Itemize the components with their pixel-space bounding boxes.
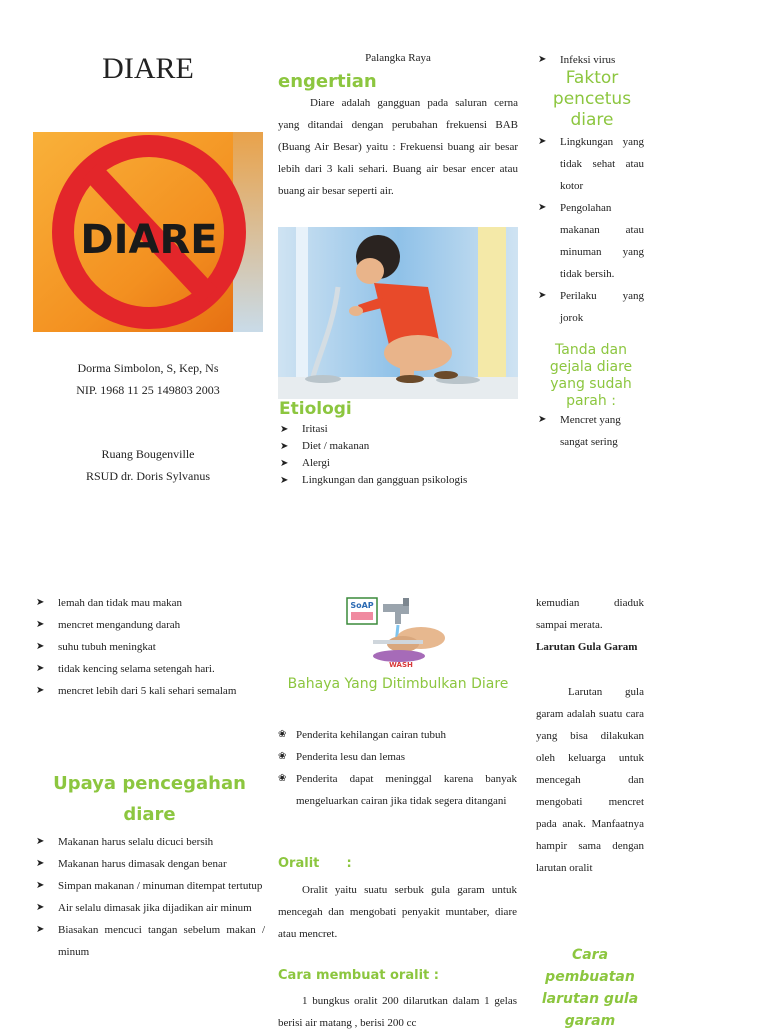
arrow-bullet-icon: ➤	[538, 290, 547, 301]
cont-text: kemudian diaduk sampai merata.	[536, 597, 644, 631]
list-item: ➤ Biasakan mencuci tangan sebelum makan / minum	[34, 919, 265, 963]
arrow-bullet-icon: ➤	[36, 858, 45, 869]
arrow-bullet-icon: ➤	[538, 202, 547, 213]
oralit-heading: Oralit :	[278, 856, 352, 871]
list-item: ➤ Simpan makanan / minuman ditempat tertutup	[34, 875, 265, 897]
soap-label: SoAP	[350, 601, 374, 610]
arrow-bullet-icon: ➤	[280, 458, 289, 469]
ward-name: Ruang Bougenville	[101, 447, 195, 461]
arrow-bullet-icon: ➤	[280, 424, 289, 435]
list-item: ➤ Mencret yang sangat sering	[536, 409, 644, 453]
arrow-bullet-icon: ➤	[538, 136, 547, 147]
handwash-illustration	[343, 594, 453, 670]
hospital-block	[34, 443, 262, 487]
city-label: Palangka Raya	[365, 52, 431, 64]
cara-heading: Cara membuat oralit :	[278, 968, 439, 983]
list-item: ➤ Air selalu dimasak jika dijadikan air minum	[34, 897, 265, 919]
arrow-bullet-icon: ➤	[36, 902, 45, 913]
pembuatan-heading: Cara pembuatan larutan gula garam	[541, 947, 639, 1029]
arrow-bullet-icon: ➤	[36, 619, 45, 630]
person-bullet-icon: ❀	[278, 729, 287, 740]
logo-text: DIARE	[80, 217, 218, 263]
person-bullet-icon: ❀	[278, 773, 287, 784]
larutan-heading: Larutan Gula Garam	[536, 641, 638, 653]
list-item: ➤ mencret mengandung darah	[34, 614, 265, 636]
gejala-list	[34, 592, 265, 702]
list-item: ➤ Lingkungan yang tidak sehat atau kotor	[536, 131, 644, 197]
pengertian-heading: engertian	[278, 71, 377, 92]
author-nip: NIP. 1968 11 25 149803 2003	[76, 383, 220, 397]
hospital-name: RSUD dr. Doris Sylvanus	[85, 469, 210, 483]
etiologi-heading: Etiologi	[279, 399, 352, 419]
child-illustration	[278, 227, 518, 399]
upaya-heading: Upaya pencegahan diare	[53, 773, 246, 825]
arrow-bullet-icon: ➤	[280, 441, 289, 452]
etiologi-list	[278, 421, 518, 489]
infeksi-list	[536, 51, 646, 69]
arrow-bullet-icon: ➤	[36, 880, 45, 891]
arrow-bullet-icon: ➤	[36, 685, 45, 696]
pengertian-text: Diare adalah gangguan pada saluran cerna yang ditandai dengan perubahan frekuensi BAB (Buang Air Besar) yaitu : Frekuensi buang air besar lebih dari 3 kali sehari. Buang air besar encer atau buang air besar seperti air.	[278, 97, 518, 197]
no-diare-icon	[33, 132, 263, 332]
list-item: ➤ mencret lebih dari 5 kali sehari semalam	[34, 680, 265, 702]
arrow-bullet-icon: ➤	[36, 641, 45, 652]
list-item: ➤ lemah dan tidak mau makan	[34, 592, 265, 614]
oralit-text: Oralit yaitu suatu serbuk gula garam untuk mencegah dan mengobati penyakit muntaber, diare atau mencret.	[278, 884, 517, 940]
list-item: ➤ Makanan harus selalu dicuci bersih	[34, 831, 265, 853]
list-item: ❀ Penderita dapat meninggal karena banyak mengeluarkan cairan jika tidak segera ditangani	[278, 768, 517, 812]
list-item: ❀ Penderita lesu dan lemas	[278, 746, 517, 768]
larutan-text: Larutan gula garam adalah suatu cara yang bisa dilakukan oleh keluarga untuk mencegah dan mengobati mencret pada anak. Manfaatnya hampir sama dengan larutan oralit	[536, 686, 644, 874]
faktor-list	[536, 131, 644, 329]
list-item: ➤ Infeksi virus	[536, 51, 646, 69]
diare-logo	[33, 132, 263, 332]
author-block	[34, 357, 262, 401]
list-item: ➤ Makanan harus dimasak dengan benar	[34, 853, 265, 875]
list-item: ➤ Diet / makanan	[278, 438, 518, 455]
list-item: ➤ Perilaku yang jorok	[536, 285, 644, 329]
list-item: ➤ tidak kencing selama setengah hari.	[34, 658, 265, 680]
cover-title: DIARE	[102, 52, 194, 85]
list-item: ➤ Pengolahan makanan atau minuman yang tidak bersih.	[536, 197, 644, 285]
arrow-bullet-icon: ➤	[36, 663, 45, 674]
cara-text: 1 bungkus oralit 200 dilarutkan dalam 1 gelas berisi air matang , berisi 200 cc	[278, 995, 517, 1029]
list-item: ➤ Iritasi	[278, 421, 518, 438]
bahaya-list	[278, 724, 517, 812]
list-item: ❀ Penderita kehilangan cairan tubuh	[278, 724, 517, 746]
faktor-heading: Faktor pencetus diare	[552, 68, 632, 130]
tanda-heading: Tanda dan gejala diare yang sudah parah :	[549, 342, 633, 409]
list-item: ➤ suhu tubuh meningkat	[34, 636, 265, 658]
hand-washing-icon	[343, 594, 453, 670]
bahaya-heading: Bahaya Yang Ditimbulkan Diare	[287, 676, 509, 692]
arrow-bullet-icon: ➤	[538, 54, 547, 65]
list-item: ➤ Alergi	[278, 455, 518, 472]
tanda-list	[536, 409, 644, 453]
author-name: Dorma Simbolon, S, Kep, Ns	[77, 361, 219, 375]
toilet-child-icon	[278, 227, 518, 399]
upaya-list	[34, 831, 265, 963]
arrow-bullet-icon: ➤	[36, 597, 45, 608]
wash-label: WASH	[389, 661, 413, 669]
list-item: ➤ Lingkungan dan gangguan psikologis	[278, 472, 518, 489]
arrow-bullet-icon: ➤	[538, 414, 547, 425]
arrow-bullet-icon: ➤	[280, 475, 289, 486]
arrow-bullet-icon: ➤	[36, 924, 45, 935]
person-bullet-icon: ❀	[278, 751, 287, 762]
arrow-bullet-icon: ➤	[36, 836, 45, 847]
